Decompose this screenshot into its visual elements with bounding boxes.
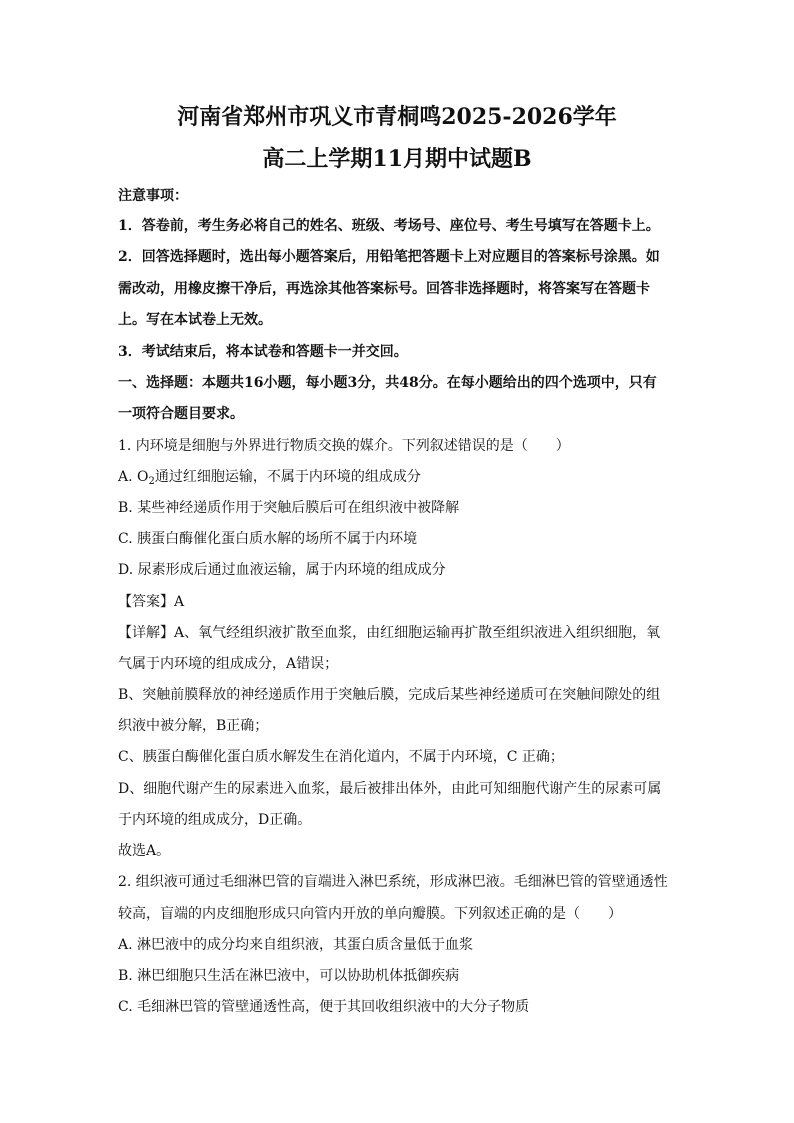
notice-item-2-line1: 2．回答选择题时，选出每小题答案后，用铅笔把答题卡上对应题目的答案标号涂黑。如 <box>118 249 660 265</box>
question-2-stem-line2: 较高，盲端的内皮细胞形成只向管内开放的单向瓣膜。下列叙述正确的是（ ） <box>118 906 622 922</box>
notice-item-2-line2: 需改动，用橡皮擦干净后，再选涂其他答案标号。回答非选择题时，将答案写在答题卡 <box>118 281 650 297</box>
notice-item-3: 3．考试结束后，将本试卷和答题卡一并交回。 <box>118 344 408 360</box>
question-1-detail-line4: 织液中被分解，B正确； <box>118 718 269 734</box>
notice-item-2-line3: 上。写在本试卷上无效。 <box>118 312 272 328</box>
option-a-text: 通过红细胞运输，不属于内环境的组成成分 <box>154 469 421 485</box>
question-1-answer: 【答案】A <box>118 594 185 610</box>
question-1-detail-line1: 【详解】A、氧气经组织液扩散至血浆，由红细胞运输再扩散至组织液进入组织细胞，氧 <box>118 625 661 641</box>
question-1-option-b: B. 某些神经递质作用于突触后膜后可在组织液中被降解 <box>118 500 460 516</box>
question-1-detail-line2: 气属于内环境的组成成分，A错误； <box>118 656 339 672</box>
question-2-option-b: B. 淋巴细胞只生活在淋巴液中，可以协助机体抵御疾病 <box>118 968 460 984</box>
question-2-option-c: C. 毛细淋巴管的管壁通透性高，便于其回收组织液中的大分子物质 <box>118 999 530 1015</box>
question-1-detail-line7: 于内环境的组成成分，D正确。 <box>118 812 312 828</box>
notice-heading: 注意事项： <box>118 188 188 204</box>
question-1-detail-line3: B、突触前膜释放的神经递质作用于突触后膜，完成后某些神经递质可在突触间隙处的组 <box>118 687 661 703</box>
question-1-stem: 1. 内环境是细胞与外界进行物质交换的媒介。下列叙述错误的是（ ） <box>118 438 570 454</box>
question-1-detail-line5: C、胰蛋白酶催化蛋白质水解发生在消化道内，不属于内环境，C 正确； <box>118 749 564 765</box>
question-1-option-a <box>118 467 680 487</box>
document-title-line1: 河南省郑州市巩义市青桐鸣2025-2026学年 <box>177 104 617 130</box>
document-title-line2: 高二上学期11月期中试题B <box>262 146 532 172</box>
option-a-subscript: 2 <box>148 476 155 487</box>
question-1-option-c: C. 胰蛋白酶催化蛋白质水解的场所不属于内环境 <box>118 531 418 547</box>
question-1-conclusion: 故选A。 <box>118 843 171 859</box>
question-1-detail-line6: D、细胞代谢产生的尿素进入血浆，最后被排出体外，由此可知细胞代谢产生的尿素可属 <box>118 781 662 797</box>
question-2-stem-line1: 2. 组织液可通过毛细淋巴管的盲端进入淋巴系统，形成淋巴液。毛细淋巴管的管壁通透性 <box>118 874 668 890</box>
option-a-prefix: A. O <box>118 469 149 485</box>
section-heading-line1: 一、选择题：本题共16小题，每小题3分，共48分。在每小题给出的四个选项中，只有 <box>118 375 657 391</box>
section-heading-line2: 一项符合题目要求。 <box>118 406 244 422</box>
question-1-option-d: D. 尿素形成后通过血液运输，属于内环境的组成成分 <box>118 562 446 578</box>
question-2-option-a: A. 淋巴液中的成分均来自组织液，其蛋白质含量低于血浆 <box>118 937 474 953</box>
notice-item-1: 1．答卷前，考生务必将自己的姓名、班级、考场号、座位号、考生号填写在答题卡上。 <box>118 218 660 234</box>
